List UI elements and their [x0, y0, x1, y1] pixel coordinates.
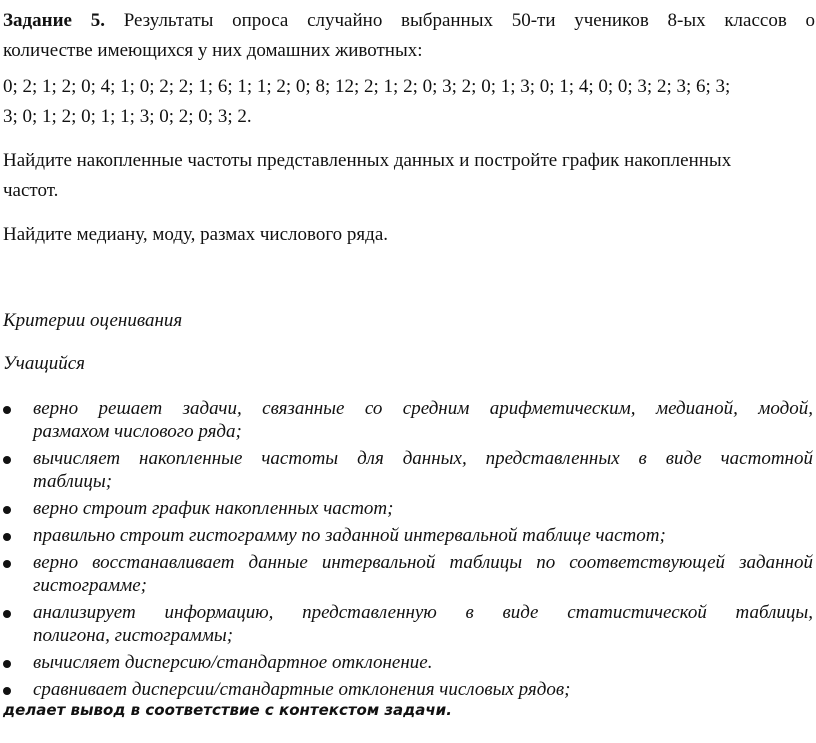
data-series	[3, 72, 815, 132]
bullet-icon	[3, 687, 11, 695]
criteria-item	[0, 447, 813, 493]
question-1-line-1: Найдите накопленные частоты представленных данных и постройте график накопленных	[3, 150, 732, 171]
conclusion-text: делает вывод в соответствие с контекстом задачи.	[3, 701, 452, 719]
bullet-icon	[3, 456, 11, 464]
criteria-item	[0, 524, 813, 547]
criteria-item-line-1: вычисляет накопленные частоты для данных, представленных в виде частотной	[33, 448, 813, 469]
criteria-item-line-2: размахом числового ряда;	[33, 421, 242, 442]
data-series-line-2: 3; 0; 1; 2; 0; 1; 1; 3; 0; 2; 0; 3; 2.	[3, 106, 252, 127]
task-line-1	[3, 6, 815, 36]
criteria-item-line-1: правильно строит гистограмму по заданной интервальной таблице частот;	[33, 525, 666, 546]
criteria-item-line-1: вычисляет дисперсию/стандартное отклонение.	[33, 652, 433, 673]
criteria-title	[3, 306, 815, 336]
student-label	[3, 349, 815, 379]
bullet-icon	[3, 533, 11, 541]
criteria-item	[0, 601, 813, 647]
student-label-text: Учащийся	[3, 353, 85, 374]
criteria-item-line-1: сравнивает дисперсии/стандартные отклонения числовых рядов;	[33, 679, 571, 700]
question-1-line-2: частот.	[3, 180, 59, 201]
criteria-item-line-1: верно восстанавливает данные интервальной таблицы по соответствующей заданной	[33, 552, 813, 573]
criteria-item	[0, 651, 813, 674]
question-2-text: Найдите медиану, моду, размах числового ряда.	[3, 224, 389, 245]
bullet-icon	[3, 506, 11, 514]
criteria-item	[0, 497, 813, 520]
criteria-title-text: Критерии оценивания	[3, 310, 183, 331]
criteria-list	[0, 397, 816, 705]
task-text-1: Результаты опроса случайно выбранных 50-ти учеников 8-ых классов о	[123, 10, 816, 31]
task-label: Задание 5.	[3, 10, 105, 31]
question-2	[3, 220, 815, 250]
criteria-item-line-2: полигона, гистограммы;	[33, 625, 234, 646]
bullet-icon	[3, 610, 11, 618]
criteria-item-line-2: гистограмме;	[33, 575, 147, 596]
question-1	[3, 146, 815, 206]
bullet-icon	[3, 660, 11, 668]
criteria-item-line-1: верно строит график накопленных частот;	[33, 498, 394, 519]
criteria-item-line-1: верно решает задачи, связанные со средним арифметическим, медианой, модой,	[33, 398, 813, 419]
criteria-item-line-1: анализирует информацию, представленную в виде статистической таблицы,	[33, 602, 813, 623]
task-line-2: количестве имеющихся у них домашних животных:	[3, 40, 423, 61]
criteria-item	[0, 551, 813, 597]
bullet-icon	[3, 406, 11, 414]
data-series-line-1: 0; 2; 1; 2; 0; 4; 1; 0; 2; 2; 1; 6; 1; 1; 2; 0; 8; 12; 2; 1; 2; 0; 3; 2; 0; 1; 3; 0; 1; 4; 0; 0; 3; 2; 3; 6; 3;	[3, 76, 731, 97]
criteria-item	[0, 397, 813, 443]
criteria-item-line-2: таблицы;	[33, 471, 113, 492]
bullet-icon	[3, 560, 11, 568]
criteria-item	[0, 678, 813, 701]
task-statement	[3, 6, 815, 66]
